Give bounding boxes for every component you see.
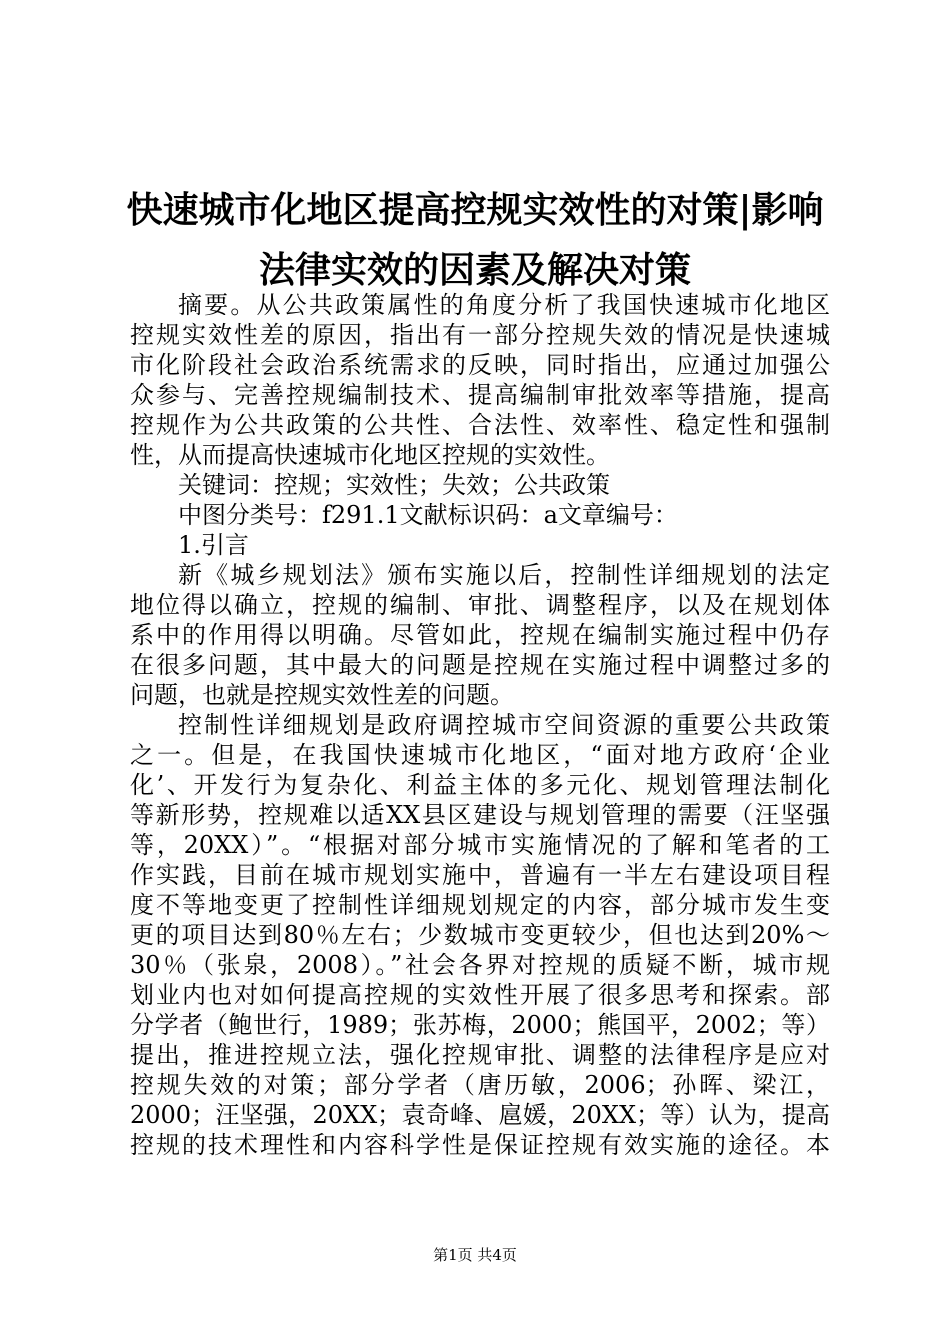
- classification-line: 中图分类号：f291.1文献标识码：a文章编号：: [178, 501, 678, 529]
- abstract-line: 众参与、完善控规编制技术、提高编制审批效率等措施，提高: [130, 381, 830, 409]
- paragraph-line: 更的项目达到80％左右；少数城市变更较少，但也达到20%～: [130, 921, 830, 949]
- abstract-line: 市化阶段社会政治系统需求的反映，同时指出，应通过加强公: [130, 351, 830, 379]
- paragraph-line: 新《城乡规划法》颁布实施以后，控制性详细规划的法定: [178, 561, 830, 589]
- paragraph-line: 提出，推进控规立法，强化控规审批、调整的法律程序是应对: [130, 1041, 830, 1069]
- document-title-line-2: 法律实效的因素及解决对策: [258, 249, 691, 291]
- abstract-line: 控规作为公共政策的公共性、合法性、效率性、稳定性和强制: [130, 411, 830, 439]
- paragraph-line: 2000；汪坚强，20XX；袁奇峰、扈媛，20XX；等）认为，提高: [130, 1101, 830, 1129]
- paragraph-line: 作实践，目前在城市规划实施中，普遍有一半左右建设项目程: [130, 861, 830, 889]
- paragraph-line: 30％（张泉，2008）。”社会各界对控规的质疑不断，城市规: [130, 951, 830, 979]
- document-title-line-1: 快速城市化地区提高控规实效性的对策|影响: [126, 189, 824, 231]
- paragraph-line: 地位得以确立，控规的编制、审批、调整程序，以及在规划体: [130, 591, 830, 619]
- paragraph-line: 控规失效的对策；部分学者（唐历敏，2006；孙晖、梁江，: [130, 1071, 830, 1099]
- paragraph-line: 度不等地变更了控制性详细规划规定的内容，部分城市发生变: [130, 891, 830, 919]
- paragraph-line: 控制性详细规划是政府调控城市空间资源的重要公共政策: [178, 711, 830, 739]
- abstract-line: 摘要。从公共政策属性的角度分析了我国快速城市化地区: [178, 291, 830, 319]
- abstract-line: 性，从而提高快速城市化地区控规的实效性。: [130, 441, 610, 469]
- paragraph-line: 化’、开发行为复杂化、利益主体的多元化、规划管理法制化: [130, 771, 830, 799]
- paragraph-line: 等新形势，控规难以适XX县区建设与规划管理的需要（汪坚强: [130, 801, 830, 829]
- keywords-line: 关键词：控规；实效性；失效；公共政策: [178, 471, 610, 499]
- paragraph-line: 控规的技术理性和内容科学性是保证控规有效实施的途径。本: [130, 1131, 830, 1159]
- page-footer: 第1页 共4页: [433, 1246, 517, 1264]
- paragraph-line: 系中的作用得以明确。尽管如此，控规在编制实施过程中仍存: [130, 621, 830, 649]
- paragraph-line: 问题，也就是控规实效性差的问题。: [130, 681, 514, 709]
- paragraph-line: 划业内也对如何提高控规的实效性开展了很多思考和探索。部: [130, 981, 830, 1009]
- paragraph-line: 分学者（鲍世行，1989；张苏梅，2000；熊国平，2002；等）: [130, 1011, 830, 1039]
- abstract-line: 控规实效性差的原因，指出有一部分控规失效的情况是快速城: [130, 321, 830, 349]
- section-heading: 1.引言: [178, 531, 249, 559]
- document-body: [130, 290, 830, 1160]
- paragraph-line: 之一。但是，在我国快速城市化地区，“面对地方政府‘企业: [130, 741, 830, 769]
- paragraph-line: 等，20XX）”。“根据对部分城市实施情况的了解和笔者的工: [130, 831, 830, 859]
- paragraph-line: 在很多问题，其中最大的问题是控规在实施过程中调整过多的: [130, 651, 830, 679]
